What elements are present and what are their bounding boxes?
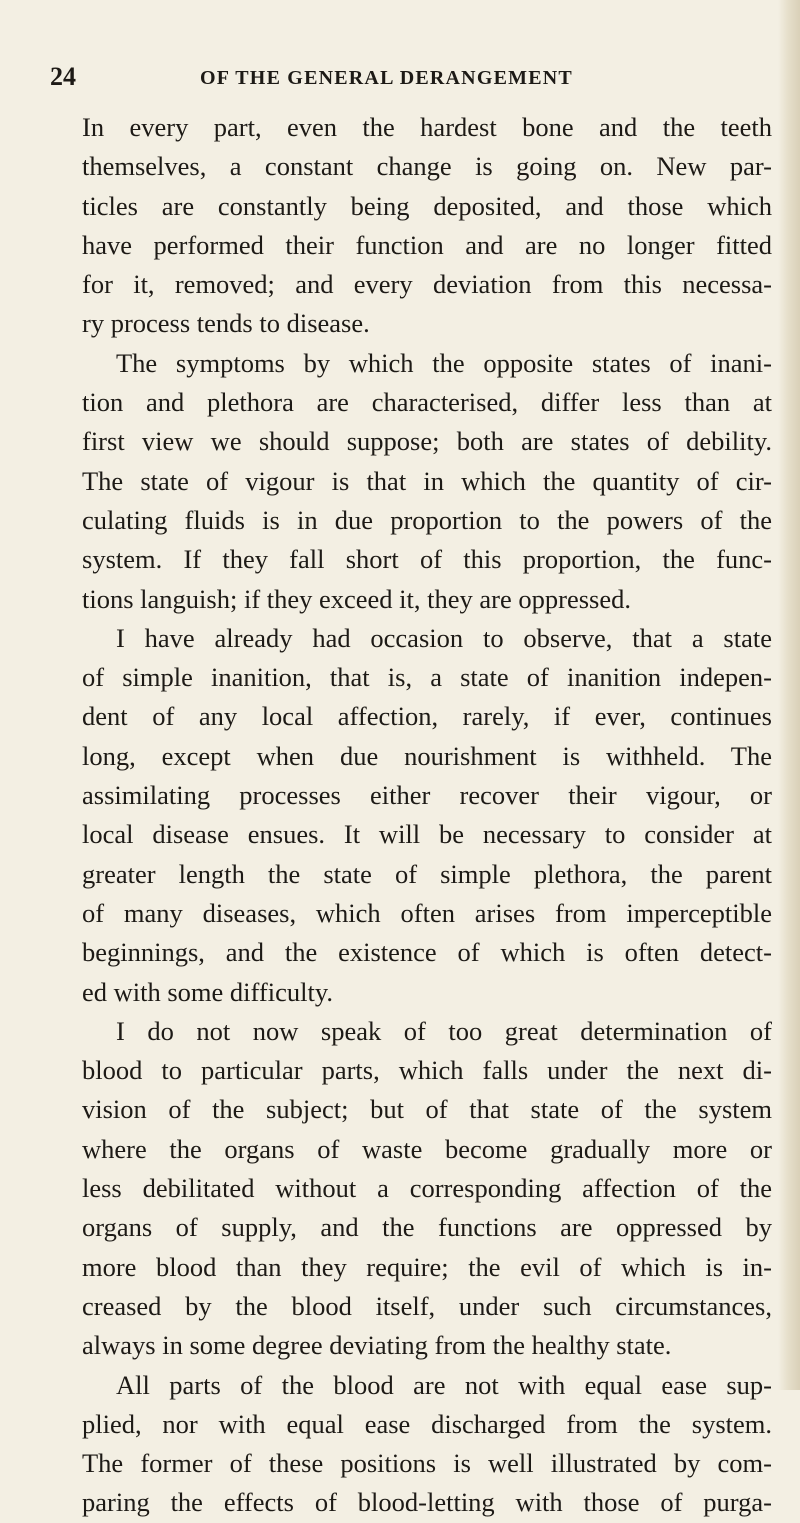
text-line: have performed their function and are no longer fitted xyxy=(82,229,772,260)
text-line: less debilitated without a corresponding affection of the xyxy=(82,1173,772,1204)
text-line: of simple inanition, that is, a state of inanition indepen- xyxy=(82,662,772,693)
text-line: system. If they fall short of this proportion, the func- xyxy=(82,544,772,575)
text-line: The state of vigour is that in which the quantity of cir- xyxy=(82,465,772,496)
page-number: 24 xyxy=(50,62,76,91)
text-line: paring the effects of blood-letting with those of purga- xyxy=(82,1487,772,1518)
text-line: I do not now speak of too great determination of xyxy=(116,1015,772,1046)
text-line: long, except when due nourishment is withheld. The xyxy=(82,740,772,771)
text-line: tions languish; if they exceed it, they are oppressed. xyxy=(82,583,631,614)
page-edge-shadow xyxy=(778,0,800,1390)
text-line: local disease ensues. It will be necessary to consider at xyxy=(82,819,772,850)
text-line: culating fluids is in due proportion to the powers of the xyxy=(82,504,772,535)
text-line: for it, removed; and every deviation from this necessa- xyxy=(82,269,772,300)
text-line: beginnings, and the existence of which is often detect- xyxy=(82,937,772,968)
page-header xyxy=(50,62,750,92)
text-line: always in some degree deviating from the healthy state. xyxy=(82,1330,672,1361)
text-line: assimilating processes either recover their vigour, or xyxy=(82,780,772,811)
text-line: more blood than they require; the evil of which is in- xyxy=(82,1251,772,1282)
text-line: The former of these positions is well illustrated by com- xyxy=(82,1448,772,1479)
text-line: ed with some difficulty. xyxy=(82,976,333,1007)
text-line: creased by the blood itself, under such circumstances, xyxy=(82,1290,772,1321)
text-line: In every part, even the hardest bone and the teeth xyxy=(82,112,772,142)
text-line: The symptoms by which the opposite states of inani- xyxy=(116,347,772,378)
running-head: OF THE GENERAL DERANGEMENT xyxy=(200,67,573,89)
text-line: of many diseases, which often arises from imperceptible xyxy=(82,897,772,928)
text-line: All parts of the blood are not with equal ease sup- xyxy=(116,1369,772,1400)
body-text xyxy=(82,108,772,1523)
text-line: first view we should suppose; both are states of debility. xyxy=(82,426,772,457)
text-line: tion and plethora are characterised, differ less than at xyxy=(82,387,772,418)
text-line: I have already had occasion to observe, that a state xyxy=(116,622,772,653)
text-line: vision of the subject; but of that state of the system xyxy=(82,1094,772,1125)
text-line: ticles are constantly being deposited, and those which xyxy=(82,190,772,221)
text-line: greater length the state of simple plethora, the parent xyxy=(82,858,772,889)
text-line: blood to particular parts, which falls under the next di- xyxy=(82,1055,772,1086)
text-line: ry process tends to disease. xyxy=(82,308,370,339)
text-line: themselves, a constant change is going on. New par- xyxy=(82,151,772,182)
text-line: organs of supply, and the functions are oppressed by xyxy=(82,1212,772,1243)
text-line: dent of any local affection, rarely, if ever, continues xyxy=(82,701,772,732)
text-line: where the organs of waste become gradually more or xyxy=(82,1133,772,1164)
text-line: plied, nor with equal ease discharged from the system. xyxy=(82,1408,772,1439)
